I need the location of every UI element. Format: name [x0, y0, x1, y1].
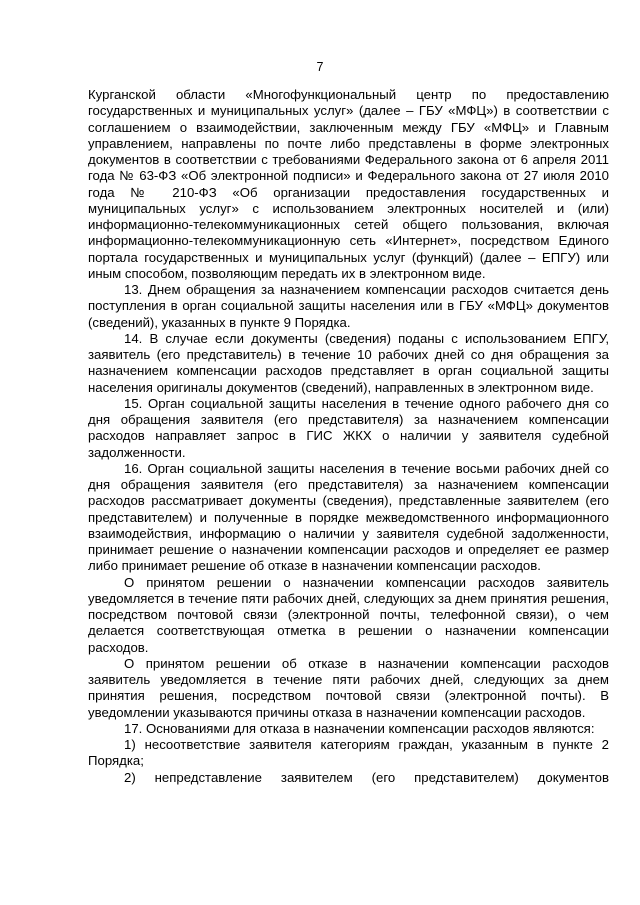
- paragraph-refusal-notice: О принятом решении об отказе в назначении компенсации расходов заявитель уведомляется в течение пяти рабочих дней, следующих за днем принятия решения, посредством почтовой связи (электронной почты). В уведомлении указываются причины отказа в назначении компенсации расходов.: [88, 655, 609, 720]
- paragraph-17: 17. Основаниями для отказа в назначении компенсации расходов являются:: [124, 720, 595, 736]
- paragraph-decision-notice: О принятом решении о назначении компенсации расходов заявитель уведомляется в течение пяти рабочих дней, следующих за днем принятия решения, посредством почтовой связи (электронной почты, телефонной связи), о чем делается соответствующая отметка в решении о назначении компенсации расходов.: [88, 574, 609, 655]
- paragraph-continuation: Курганской области «Многофункциональный центр по предоставлению государственных и муниципальных услуг» (далее – ГБУ «МФЦ») в соответствии с соглашением о взаимодействии, заключенным между ГБУ «МФЦ» и Главным управлением, направлены по почте либо представлены в форме электронных документов в соответствии с требованиями Федерального закона от 6 апреля 2011 года № 63-ФЗ «Об электронной подписи» и Федерального закона от 27 июля 2010 года № 210-ФЗ «Об организации предоставления государственных и муниципальных услуг» с использованием электронных носителей и (или) информационно-телекоммуникационных сетей общего пользования, включая информационно-телекоммуникационную сеть «Интернет», посредством Единого портала государственных и муниципальных услуг (функций) (далее – ЕПГУ) или иным способом, позволяющим передать их в электронном виде.: [88, 87, 609, 281]
- page-number: 7: [316, 60, 324, 74]
- paragraph-16: 16. Орган социальной защиты населения в течение восьми рабочих дней со дня обращения заявителя (его представителя) за назначением компенсации расходов рассматривает документы (сведения), представленные заявителем (его представителем) и полученные в порядке межведомственного информационного взаимодействия, информацию о наличии у заявителя судебной задолженности, принимает решение о назначении компенсации расходов и определяет ее размер либо принимает решение об отказе в назначении компенсации расходов.: [88, 460, 609, 574]
- paragraph-13: 13. Днем обращения за назначением компенсации расходов считается день поступления в орган социальной защиты населения или в ГБУ «МФЦ» документов (сведений), указанных в пункте 9 Порядка.: [88, 282, 609, 330]
- document-body: [88, 87, 609, 786]
- list-item-2: 2) непредставление заявителем (его представителем) документов: [124, 769, 609, 785]
- paragraph-15: 15. Орган социальной защиты населения в течение одного рабочего дня со дня обращения заявителя (его представителя) за назначением компенсации расходов направляет запрос в ГИС ЖКХ о наличии у заявителя судебной задолженности.: [88, 395, 609, 460]
- list-item-1: 1) несоответствие заявителя категориям граждан, указанным в пункте 2 Порядка;: [88, 737, 609, 769]
- paragraph-14: 14. В случае если документы (сведения) поданы с использованием ЕПГУ, заявитель (его представитель) в течение 10 рабочих дней со дня обращения за назначением компенсации расходов представляет в орган социальной защиты населения оригиналы документов (сведений), направленных в электронном виде.: [88, 330, 609, 395]
